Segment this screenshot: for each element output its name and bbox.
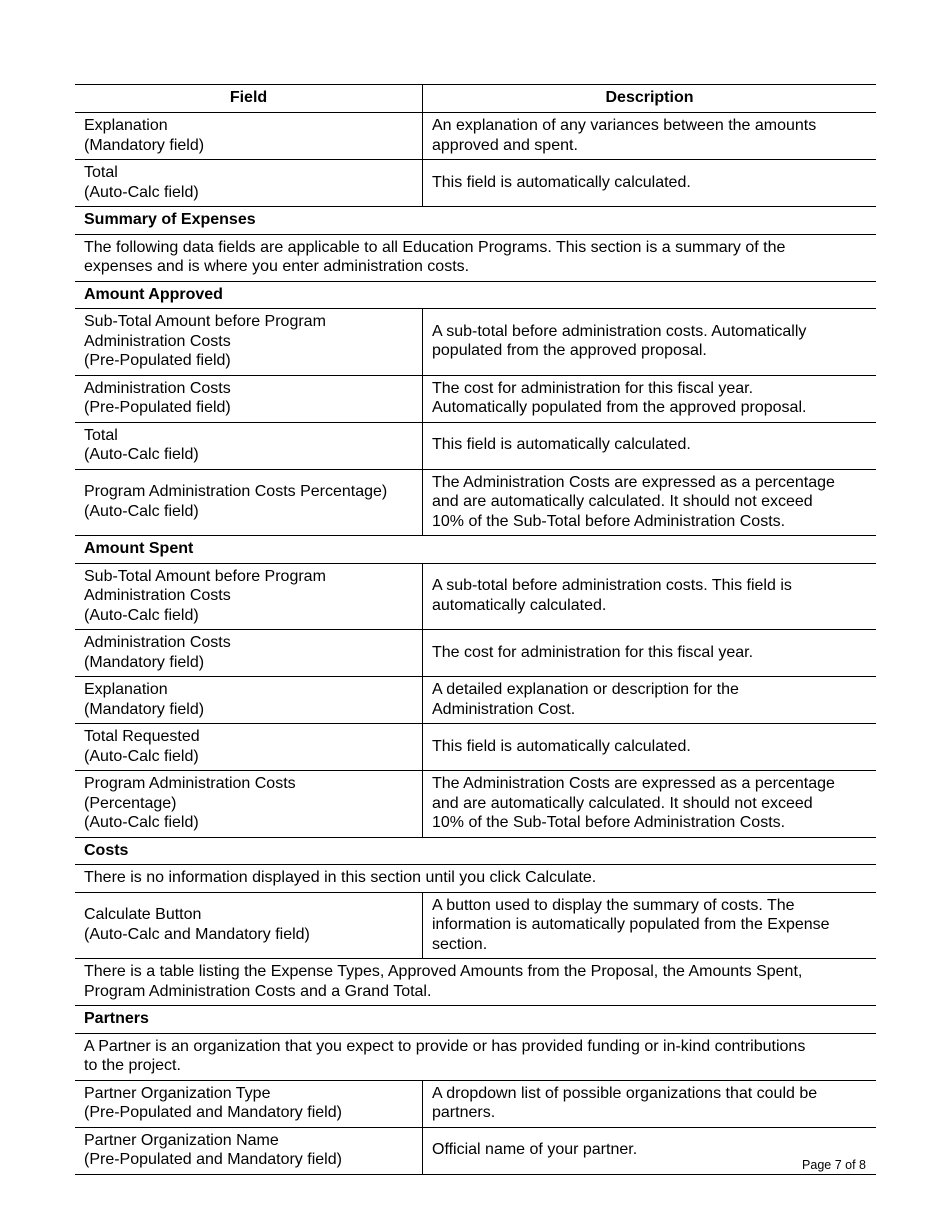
table-row: [75, 1080, 876, 1127]
description-cell-line: This field is automatically calculated.: [432, 173, 691, 191]
section-partners-title: Partners: [75, 1006, 876, 1034]
field-cell-line: Administration Costs: [84, 332, 231, 350]
description-column-header: Description: [423, 85, 877, 113]
section-amount-approved-title: Amount Approved: [75, 281, 876, 309]
description-cell-line: An explanation of any variances between the amounts: [432, 117, 817, 134]
table-row: [75, 309, 876, 376]
description-cell-line: automatically calculated.: [432, 596, 607, 614]
description-cell-line: information is automatically populated from the Expense: [432, 916, 830, 933]
section-summary-of-expenses: [75, 207, 876, 235]
description-cell-line: and are automatically calculated. It should not exceed: [432, 493, 813, 510]
field-column-header: Field: [75, 85, 423, 113]
field-cell-line: (Pre-Populated field): [84, 399, 231, 416]
section-amount-spent: [75, 536, 876, 564]
field-cell-line: (Auto-Calc field): [84, 183, 199, 201]
description-cell-line: and are automatically calculated. It should not exceed: [432, 794, 813, 812]
description-cell: [423, 309, 877, 376]
description-cell: [423, 422, 877, 469]
field-cell: [75, 160, 423, 207]
table-row: [75, 724, 876, 771]
table-row: [75, 630, 876, 677]
description-cell-line: The cost for administration for this fiscal year.: [432, 643, 754, 661]
description-cell-line: The Administration Costs are expressed as a percentage: [432, 775, 835, 792]
field-cell-line: (Auto-Calc field): [84, 446, 199, 463]
costs-intro: [75, 865, 876, 893]
field-cell-line: Program Administration Costs: [84, 775, 296, 792]
costs-intro-text-line: There is no information displayed in this section until you click Calculate.: [84, 869, 597, 886]
table-header-row: [75, 85, 876, 113]
summary-description-text-line: The following data fields are applicable to all Education Programs. This section is a summary of the: [84, 238, 786, 256]
table-row: [75, 771, 876, 838]
field-cell-line: Partner Organization Name: [84, 1131, 279, 1149]
table-row: [75, 422, 876, 469]
description-cell-line: partners.: [432, 1104, 496, 1121]
field-cell: [75, 563, 423, 630]
table-row: [75, 563, 876, 630]
field-cell-line: Total: [84, 164, 118, 181]
costs-outro-text: [75, 959, 876, 1006]
field-cell-line: Total: [84, 426, 118, 444]
description-cell-line: A sub-total before administration costs. This field is: [432, 577, 792, 595]
description-cell-line: This field is automatically calculated.: [432, 436, 691, 454]
table-body: [75, 113, 876, 1175]
table-row: [75, 677, 876, 724]
partners-intro-text-line: to the project.: [84, 1057, 181, 1074]
description-cell: [423, 563, 877, 630]
field-cell: [75, 375, 423, 422]
field-cell-line: (Pre-Populated and Mandatory field): [84, 1104, 342, 1121]
field-description-table: [75, 84, 876, 1175]
summary-description-text-line: expenses and is where you enter administration costs.: [84, 258, 470, 275]
field-cell-line: (Pre-Populated field): [84, 352, 231, 369]
field-cell-line: (Mandatory field): [84, 136, 205, 154]
description-cell: [423, 375, 877, 422]
description-cell: [423, 892, 877, 959]
field-cell: [75, 677, 423, 724]
description-cell-line: populated from the approved proposal.: [432, 342, 707, 360]
table-row: [75, 113, 876, 160]
field-cell-line: Sub-Total Amount before Program: [84, 313, 326, 330]
field-cell-line: (Mandatory field): [84, 653, 205, 671]
summary-description: [75, 234, 876, 281]
field-cell-line: Total Requested: [84, 728, 200, 745]
field-cell: [75, 113, 423, 160]
field-cell-line: Calculate Button: [84, 906, 202, 924]
description-cell-line: A button used to display the summary of costs. The: [432, 896, 795, 914]
description-cell: [423, 113, 877, 160]
description-cell: [423, 469, 877, 536]
section-summary-of-expenses-title: Summary of Expenses: [75, 207, 876, 235]
field-cell: [75, 1127, 423, 1174]
description-cell-line: The Administration Costs are expressed as a percentage: [432, 473, 835, 491]
section-amount-spent-title: Amount Spent: [75, 536, 876, 564]
field-cell-line: (Auto-Calc and Mandatory field): [84, 925, 310, 943]
costs-outro-text-line: There is a table listing the Expense Types, Approved Amounts from the Proposal, the Amounts Spent,: [84, 963, 803, 980]
section-amount-approved: [75, 281, 876, 309]
costs-outro-text-line: Program Administration Costs and a Grand Total.: [84, 982, 432, 1000]
partners-intro: [75, 1033, 876, 1080]
costs-intro-text: [75, 865, 876, 893]
description-cell-line: section.: [432, 935, 488, 953]
section-costs: [75, 837, 876, 865]
field-cell-line: (Auto-Calc field): [84, 606, 199, 624]
section-partners: [75, 1006, 876, 1034]
field-cell-line: Administration Costs: [84, 379, 231, 397]
description-cell-line: Administration Cost.: [432, 700, 576, 718]
field-cell-line: Program Administration Costs Percentage): [84, 483, 388, 501]
field-cell: [75, 630, 423, 677]
table-row: [75, 375, 876, 422]
field-cell-line: Administration Costs: [84, 587, 231, 604]
description-cell: [423, 677, 877, 724]
summary-description-text: [75, 234, 876, 281]
partners-intro-text: [75, 1033, 876, 1080]
section-costs-title: Costs: [75, 837, 876, 865]
description-cell: [423, 724, 877, 771]
description-cell-line: Official name of your partner.: [432, 1141, 638, 1159]
description-cell: [423, 630, 877, 677]
field-cell: [75, 724, 423, 771]
field-cell-line: Administration Costs: [84, 634, 231, 651]
description-cell: [423, 160, 877, 207]
field-cell: [75, 892, 423, 959]
field-cell-line: (Mandatory field): [84, 700, 205, 718]
field-cell-line: Sub-Total Amount before Program: [84, 567, 326, 585]
description-cell-line: 10% of the Sub-Total before Administration Costs.: [432, 814, 786, 831]
description-cell-line: A detailed explanation or description for the: [432, 681, 739, 698]
field-cell: [75, 422, 423, 469]
description-cell: [423, 1080, 877, 1127]
field-cell-line: Explanation: [84, 681, 168, 698]
description-cell: [423, 771, 877, 838]
field-cell-line: (Auto-Calc field): [84, 502, 199, 520]
description-cell-line: A sub-total before administration costs. Automatically: [432, 322, 807, 340]
field-cell: [75, 1080, 423, 1127]
field-cell: [75, 771, 423, 838]
description-cell-line: 10% of the Sub-Total before Administration Costs.: [432, 512, 786, 530]
description-cell-line: approved and spent.: [432, 136, 578, 154]
table-row: [75, 160, 876, 207]
description-cell-line: Automatically populated from the approved proposal.: [432, 399, 807, 416]
table-row: [75, 892, 876, 959]
partners-intro-text-line: A Partner is an organization that you expect to provide or has provided funding or in-kind contributions: [84, 1037, 806, 1055]
field-cell-line: (Pre-Populated and Mandatory field): [84, 1151, 342, 1168]
costs-outro: [75, 959, 876, 1006]
field-cell-line: (Auto-Calc field): [84, 814, 199, 831]
table-row: [75, 469, 876, 536]
page-number: Page 7 of 8: [802, 1158, 866, 1172]
field-cell-line: Explanation: [84, 117, 168, 134]
field-cell: [75, 469, 423, 536]
field-cell-line: (Auto-Calc field): [84, 747, 199, 765]
field-cell: [75, 309, 423, 376]
description-cell-line: The cost for administration for this fiscal year.: [432, 379, 754, 397]
description-cell-line: This field is automatically calculated.: [432, 737, 691, 755]
table-row: [75, 1127, 876, 1174]
field-cell-line: Partner Organization Type: [84, 1084, 271, 1102]
field-cell-line: (Percentage): [84, 794, 177, 812]
description-cell-line: A dropdown list of possible organizations that could be: [432, 1084, 818, 1102]
